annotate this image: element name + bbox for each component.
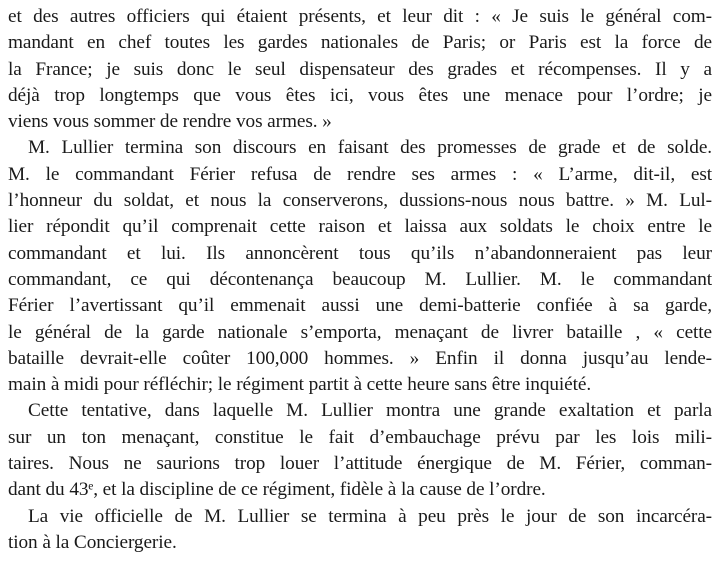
paragraph-2 xyxy=(8,135,712,398)
text-line: le général de la garde nationale s’emporta, menaçant de livrer bataille , « cette xyxy=(8,321,712,343)
text-line: dant du 43ᵉ, et la discipline de ce régiment, fidèle à la cause de l’ordre. xyxy=(8,479,546,501)
text-line: main à midi pour réfléchir; le régiment partit à cette heure sans être inquiété. xyxy=(8,374,592,396)
text-line: commandant, ce qui décontenança beaucoup M. Lullier. M. le commandant xyxy=(8,268,712,290)
text-line: lier répondit qu’il comprenait cette raison et laissa aux soldats le choix entre le xyxy=(8,216,712,238)
text-line: taires. Nous ne saurions trop louer l’attitude énergique de M. Férier, comman- xyxy=(8,453,712,475)
text-line: la France; je suis donc le seul dispensateur des grades et récompenses. Il y a xyxy=(8,58,712,80)
text-line: tion à la Conciergerie. xyxy=(8,531,177,553)
text-line: bataille devrait-elle coûter 100,000 hommes. » Enfin il donna jusqu’au lende- xyxy=(8,347,712,369)
text-line: l’honneur du soldat, et nous la conserverons, dussions-nous nous battre. » M. Lul- xyxy=(8,190,712,212)
paragraph-3 xyxy=(8,398,712,503)
document-page xyxy=(8,4,712,556)
text-line: M. le commandant Férier refusa de rendre ses armes : « L’arme, dit-il, est xyxy=(8,163,712,185)
text-line: Férier l’avertissant qu’il emmenait aussi une demi-batterie confiée à sa garde, xyxy=(8,295,712,317)
text-line: La vie officielle de M. Lullier se termina à peu près le jour de son incarcéra- xyxy=(28,505,712,527)
text-line: M. Lullier termina son discours en faisant des promesses de grade et de solde. xyxy=(28,137,712,159)
text-line: commandant et lui. Ils annoncèrent tous qu’ils n’abandonneraient pas leur xyxy=(8,242,712,264)
text-line: sur un ton menaçant, constitue le fait d’embauchage prévu par les lois mili- xyxy=(8,426,712,448)
text-line: et des autres officiers qui étaient présents, et leur dit : « Je suis le général com- xyxy=(8,6,712,27)
text-line: déjà trop longtemps que vous êtes ici, vous êtes une menace pour l’ordre; je xyxy=(8,84,712,106)
paragraph-1 xyxy=(8,4,712,135)
text-line: viens vous sommer de rendre vos armes. » xyxy=(8,111,332,133)
text-line: mandant en chef toutes les gardes nationales de Paris; or Paris est la force de xyxy=(8,32,712,54)
paragraph-4 xyxy=(8,504,712,557)
text-line: Cette tentative, dans laquelle M. Lullier montra une grande exaltation et parla xyxy=(28,400,712,422)
